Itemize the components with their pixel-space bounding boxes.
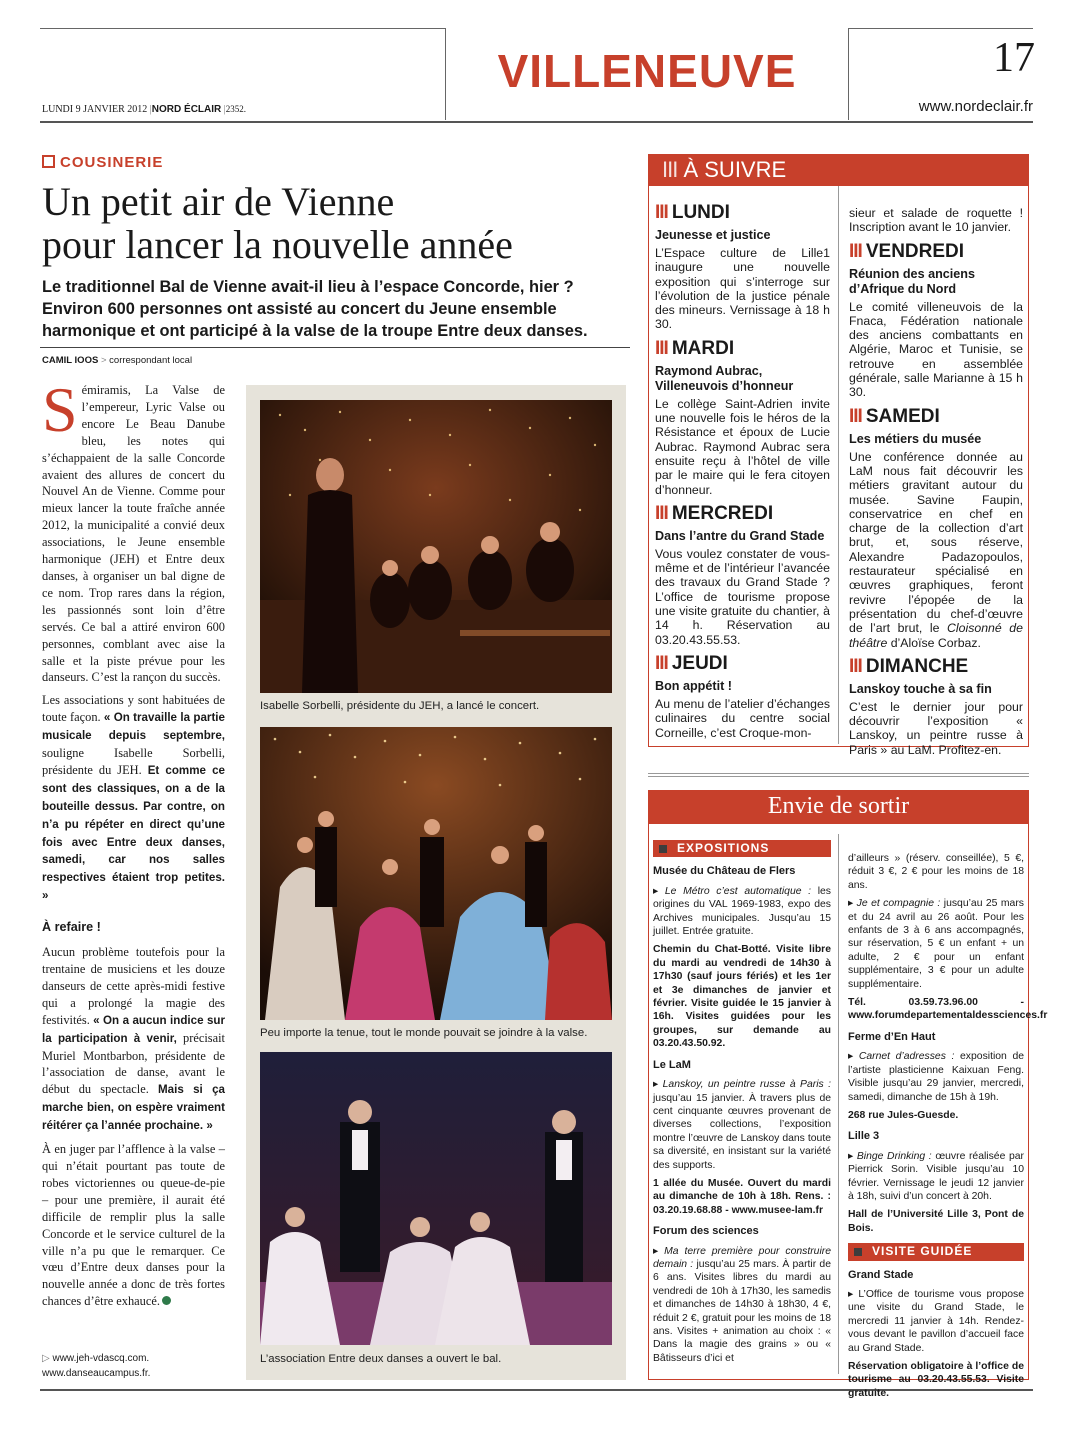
a-suivre-col-right: sieur et salade de roquette ! Inscription avant le 10 janvier. III VENDREDI Réunion des anciens d’Afrique du Nord Le comité villeneuvois de la Fnaca, Fédération nationale des anciens combattants en Algérie, Maroc et Tunisie, se retrouve en assemblée générale, salle Marianne à 15 h 30. III SAMEDI Les métiers du musée Une conférence donnée au LaM nous fait découvrir les métiers gravitant autour du musée. Savine Faupin, conservatrice en chef en charge de la collection d’art brut, et, sous réserve, Alexandre Padazopoulos, restaurateur spécialisé en œuvres graphiques, feront revivre l’épopée de la présentation du chef-d’œuvre de l’art brut, le Cloisonné de théâtre d’Aloïse Corbaz. III DIMANCHE Lanskoy touche à sa fin C’est le dernier jour pour découvrir l’exposition « Lanskoy, un peintre russe à Paris » au LaM. Profitez-en.	[849, 206, 1023, 757]
envie-col-right: d’ailleurs » (réserv. conseillée), 5 €, réduit 3 €, 2 € pour les moins de 18 ans. ▸ Je et compagnie : jusqu’au 25 mars et du 24 avril au 26 août. Pour les enfants de 3 à 6 ans accompagnés, sur réservation, 5 € un enfant + un adulte, 2 € pour un enfant supplémentaire, 3 € pour un adulte supplémentaire. Tél. 03.59.73.96.00 - www.forumdepartementaldessciences.fr Ferme d’En Haut ▸ Carnet d’adresses : exposition de l’artiste plasticienne Kaixuan Feng. Visible jusqu’au 29 janvier, mercredi, samedi, dimanche de 15h à 19h. 268 rue Jules-Guesde. Lille 3 ▸ Binge Drinking : œuvre réalisée par Pierrick Sorin. Visible jusqu’au 10 février. Vernissage le jeudi 12 janvier à 18h, suivi d’un concert à 20h. Hall de l’Université Lille 3, Pont de Bois. VISITE GUIDÉE Grand Stade ▸ L’Office de tourisme vous propose une visite du Grand Stade, le mercredi 11 janvier à 14h. Rendez-vous devant le pavillon d’accueil face au Grand Stade. Réservation obligatoire à l’office de tourisme au 03.20.43.55.53. Visite gratuite.	[848, 853, 1048, 1399]
bullet-arrow-icon: ▸	[848, 1288, 854, 1300]
paragraph-4: À en juger par l’afflence à la valse – qui n’était pourtant pas toute de robes victoriennes ou queue-de-pie – pour une première, il aurait été difficile de remplir plus la salle Concorde et le service culturel de la ville n’a pu que le remarquer. Ce vœu d’Entre deux danses pour la nouvelle année a donc de très fortes chances d’être exhaucé.	[42, 1142, 225, 1309]
paragraph-3: Aucun problème toutefois pour la trentaine de musiciens et les douze danseurs de cette après-midi festive qui a prolongé la magie des festivités. « On a aucun indice sur la participation à venir, précisait Muriel Montbarbon, présidente de l’association de danse, avant le début du spectacle. Mais si ça marche bien, on espère vraiment réitérer ça l’année prochaine. »	[42, 945, 225, 1133]
tag-expositions: EXPOSITIONS	[653, 840, 831, 857]
bullet-arrow-icon: ▸	[848, 1150, 854, 1162]
lead: Le traditionnel Bal de Vienne avait-il lieu à l’espace Concorde, hier ? Environ 600 personnes ont assisté au concert du Jeune ensemble harmonique et ont participé à la valse de la troupe Entre deux danses.	[42, 278, 588, 340]
links	[42, 1351, 150, 1381]
bullet-arrow-icon: ▸	[653, 1079, 659, 1091]
photo-bal	[260, 1052, 612, 1345]
link-danse[interactable]: www.danseaucampus.fr.	[42, 1368, 151, 1379]
bullet-arrow-icon: ▸	[848, 1051, 854, 1063]
day-lundi: III LUNDI	[655, 202, 730, 223]
tag-visite-guidee: VISITE GUIDÉE	[848, 1243, 1024, 1260]
arrow-icon: ▷	[42, 1353, 50, 1364]
link-jeh[interactable]: www.jeh-vdascq.com.	[52, 1353, 150, 1364]
day-dimanche: III DIMANCHE	[849, 655, 969, 677]
section-title: VILLENEUVE	[497, 45, 797, 97]
envie-header: Envie de sortir	[648, 790, 1029, 824]
a-suivre-col-left: III LUNDI Jeunesse et justice L’Espace culture de Lille1 inaugure une nouvelle exposition qui s’interroge sur l’évolution de la justice pénale des mineurs. Vernissage à 18 h 30. III MARDI Raymond Aubrac, Villeneuvois d’honneur Le collège Saint-Adrien invite une nouvelle fois le héros de la Résistance et époux de Lucie Aubrac. Raymond Aubrac sera ensuite reçu à l’hôtel de ville par le maire qui le fera citoyen d’honneur. III MERCREDI Dans l’antre du Grand Stade Vous voulez constater de vous-même et de l’intérieur l’avancée des travaux du Grand Stade ? L’office de tourisme propose une visite gratuite du chantier, à 14 h. Réservation au 03.20.43.55.53. III JEUDI Bon appétit ! Au menu de l’atelier d’échanges culinaires du centre social Corneille, c’est Croque-mon-	[655, 202, 831, 740]
date-line: LUNDI 9 JANVIER 2012 |NORD ÉCLAIR |2352.	[42, 104, 247, 115]
envie-col-left: EXPOSITIONS Musée du Château de Flers ▸ Le Métro c’est automatique : les origines du VAL 1969-1983, expo des Archives municipales. Jusqu’au 15 juillet. Entrée gratuite. Chemin du Chat-Botté. Visite libre du mardi au vendredi de 14h30 à 17h30 (sauf jours fériés) et les 1er et 3e dimanches de janvier et février. Visite guidée le 15 janvier à 16h. Visites guidées pour les groupes, sur demande au 03.20.43.50.92. Le LaM ▸ Lanskoy, un peintre russe à Paris : jusqu’au 15 janvier. À travers plus de cent cinquante œuvres provenant de diverses collections, l’exposition montre l’œuvre de Lanskoy dans toute sa diversité, en insistant sur la variété des supports. 1 allée du Musée. Ouvert du mardi au dimanche de 10h à 18h. Rens. : 03.20.19.68.88 - www.musee-lam.fr Forum des sciences ▸ Ma terre première pour construire demain : jusqu’au 25 mars. À partir de 6 ans. Visites libres du mardi au vendredi de 10h à 17h30, les samedis et dimanches de 14h30 à 18h30, 4 €, réduit 2 €, gratuit pour les moins de 18 ans. Visites + animation au choix : « Dans la magie des grains » ou « Bâtisseurs d’ici et	[653, 841, 832, 1364]
day-mercredi: III MERCREDI	[655, 502, 774, 524]
paragraph-1: Sémiramis, La Valse de l’empereur, Lyric Valse ou encore Le Beau Danube bleu, les notes qui s’échappaient de la salle Concorde avaient des allures de concert du Nouvel An de Vienne. Comme pour mieux lancer la toute fraîche année 2012, la municipalité a convié deux associations, le Jeune ensemble harmonique (JEH) et Entre deux danses, à organiser un bal digne de ce nom. Trop rares dans la région, les passionnés sont loin d’être servés. Ce bal a attiré environ 600 personnes, comblant avec aise la salle et la piste prévue pour les danseurs. C’est la rançon du succès.	[42, 374, 225, 685]
a-suivre-header: III À SUIVRE	[648, 154, 1029, 186]
kicker: COUSINERIE	[42, 154, 163, 171]
subhead: À refaire !	[42, 920, 101, 935]
caption-concert: Isabelle Sorbelli, présidente du JEH, a lancé le concert.	[260, 700, 540, 712]
caption-bal: L’association Entre deux danses a ouvert le bal.	[260, 1353, 502, 1365]
byline: CAMIL IOOS > correspondant local	[42, 355, 193, 366]
photo-concert	[260, 400, 612, 693]
bullet-arrow-icon: ▸	[653, 1245, 659, 1257]
article-body	[42, 374, 225, 1316]
drop-cap: S	[42, 374, 78, 445]
bullet-arrow-icon: ▸	[653, 885, 659, 897]
day-mardi: III MARDI	[655, 337, 735, 359]
day-vendredi: III VENDREDI	[849, 240, 965, 262]
photo-valse	[260, 727, 612, 1020]
paper-name: NORD ÉCLAIR	[151, 104, 222, 115]
website[interactable]: www.nordeclair.fr	[918, 98, 1033, 115]
day-jeudi: III JEUDI	[655, 652, 728, 674]
paragraph-2: Les associations y sont habituées de toute façon. « On travaille la partie musicale depuis septembre, souligne Isabelle Sorbelli, présidente du JEH. Et comme ce sont des classiques, on a de la bouteille dessus. Par contre, on n’a pu répéter en direct qu’une fois avec Entre deux danses, samedi, car nos salles respectives étaient trop petites. »	[42, 693, 225, 903]
kicker-square-icon	[42, 155, 55, 168]
headline: Un petit air de Vienne pour lancer la nouvelle année	[42, 179, 513, 267]
page-number: 17	[993, 35, 1035, 81]
issue: 2352.	[225, 104, 247, 114]
caption-valse: Peu importe la tenue, tout le monde pouvait se joindre à la valse.	[260, 1027, 588, 1039]
day-samedi: III SAMEDI	[849, 405, 940, 427]
bullet-arrow-icon: ▸	[848, 898, 854, 910]
end-mark-icon	[162, 1296, 171, 1305]
date: LUNDI 9 JANVIER 2012	[42, 104, 148, 115]
